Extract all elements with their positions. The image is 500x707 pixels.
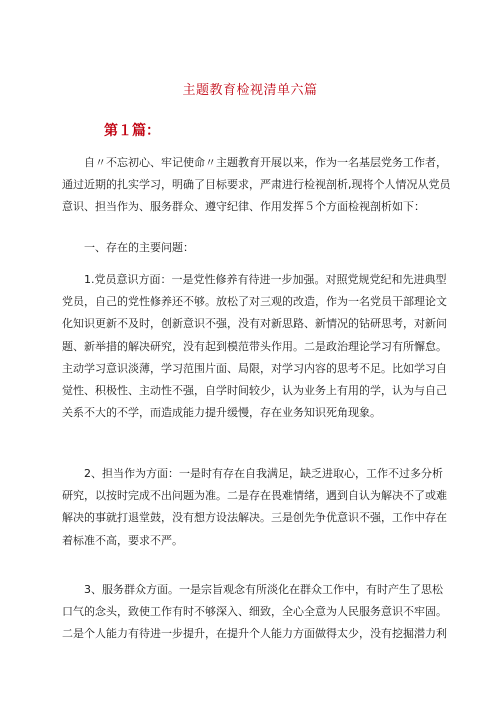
text-line: 一、存在的主要问题： bbox=[84, 241, 194, 254]
intro-paragraph bbox=[62, 152, 451, 219]
text-line: 着标准不高，要求不严。 bbox=[62, 533, 183, 547]
item-responsibility bbox=[62, 463, 447, 552]
text-line: 觉性、积极性、主动性不强，自学时间较少，认为业务上有用的学，认为与自己 bbox=[62, 384, 447, 398]
item-party-awareness bbox=[62, 269, 447, 424]
text-line: 3、服务群众方面。一是宗旨观念有所淡化在群众工作中，有时产生了思松 bbox=[84, 583, 443, 596]
text-line: 通过近期的扎实学习，明确了目标要求，严肃进行检视剖析,现将个人情况从党员 bbox=[62, 178, 451, 192]
section-heading bbox=[62, 237, 440, 259]
chapter-heading: 第１篇： bbox=[104, 123, 160, 139]
text-line: 口气的念头，致使工作有时不够深入、细致，全心全意为人民服务意识不牢固。 bbox=[62, 605, 447, 619]
text-line: 关系不大的不学，而造成能力提升缓慢，存在业务知识死角现象。 bbox=[62, 406, 381, 420]
text-line: 自〃不忘初心、牢记使命〃主题教育开展以来，作为一名基层党务工作者， bbox=[84, 156, 447, 169]
text-line: 化知识更新不及时，创新意识不强，没有对新思路、新情况的钻研思考，对新问 bbox=[62, 317, 447, 331]
text-line: 2、担当作为方面：一是时有存在自我满足，缺乏进取心，工作不过多分析 bbox=[84, 467, 443, 480]
document-title: 主题教育检视清单六篇 bbox=[182, 83, 318, 98]
text-line: 题、新举措的解决研究，没有起到模范带头作用。二是政治理论学习有所懈怠。 bbox=[62, 339, 447, 353]
text-line: 意识、担当作为、服务群众、遵守纪律、作用发挥５个方面检视剖析如下： bbox=[62, 200, 425, 214]
text-line: 研究，以按时完成不出问题为准。二是存在畏难情绪，遇到自认为解决不了或难 bbox=[62, 489, 447, 503]
text-line: 二是个人能力有待进一步提升，在提升个人能力方面做得太少，没有挖掘潜力利 bbox=[62, 627, 447, 641]
item-serving-masses bbox=[62, 579, 447, 646]
text-line: 主动学习意识淡薄，学习范围片面、局限，对学习内容的思考不足。比如学习自 bbox=[62, 361, 447, 375]
text-line: 解决的事就打退堂鼓，没有想方设法解决。三是创先争优意识不强，工作中存在 bbox=[62, 511, 447, 525]
text-line: 1.党员意识方面：一是党性修养有待进一步加强。对照党规党纪和先进典型 bbox=[84, 273, 447, 286]
text-line: 党员，自己的党性修养还不够。放松了对三观的改造，作为一名党员干部理论文 bbox=[62, 295, 447, 309]
